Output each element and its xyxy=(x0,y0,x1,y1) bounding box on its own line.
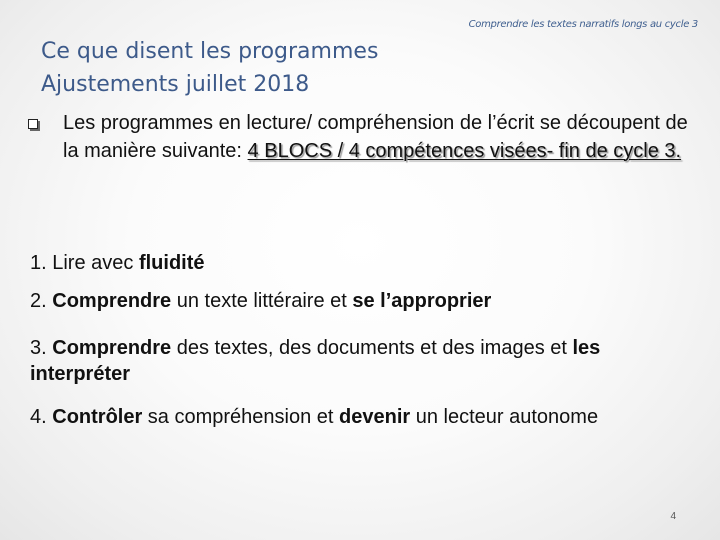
title-line-1: Ce que disent les programmes xyxy=(41,39,379,64)
slide-title xyxy=(41,35,378,101)
item-text: un lecteur autonome xyxy=(410,406,599,428)
page-number: 4 xyxy=(670,511,676,522)
intro-text xyxy=(63,109,688,165)
item-text: un texte littéraire et xyxy=(171,290,353,312)
item-number: 3. xyxy=(30,337,47,359)
header-note: Comprendre les textes narratifs longs au cycle 3 xyxy=(468,19,698,30)
item-text: sa compréhension et xyxy=(142,406,340,428)
item-number: 2. xyxy=(30,290,47,312)
item-keyword: devenir xyxy=(339,406,411,428)
list-item xyxy=(30,404,670,430)
item-number: 4. xyxy=(30,406,47,428)
intro-highlight: 4 BLOCS / 4 compétences visées- fin de cycle 3. xyxy=(247,140,682,162)
item-number: 1. xyxy=(30,252,47,274)
item-keyword: Comprendre xyxy=(52,337,172,359)
list-item xyxy=(30,335,670,387)
intro-bullet xyxy=(28,109,688,165)
intro-text-body: Les programmes en lecture/ compréhension de l’écrit se découpent de la manière suivante: xyxy=(63,112,688,162)
checkbox-bullet-icon xyxy=(28,119,38,129)
title-line-2: Ajustements juillet 2018 xyxy=(41,72,310,97)
item-keyword: fluidité xyxy=(138,252,205,274)
list-item xyxy=(30,288,491,314)
item-text: Lire avec xyxy=(46,252,139,274)
item-keyword: Contrôler xyxy=(52,406,143,428)
item-keyword: Comprendre xyxy=(52,290,172,312)
item-keyword: les interpréter xyxy=(30,337,601,385)
item-text: des textes, des documents et des images et xyxy=(171,337,573,359)
list-item xyxy=(30,250,205,276)
item-keyword: se l’approprier xyxy=(352,290,492,312)
